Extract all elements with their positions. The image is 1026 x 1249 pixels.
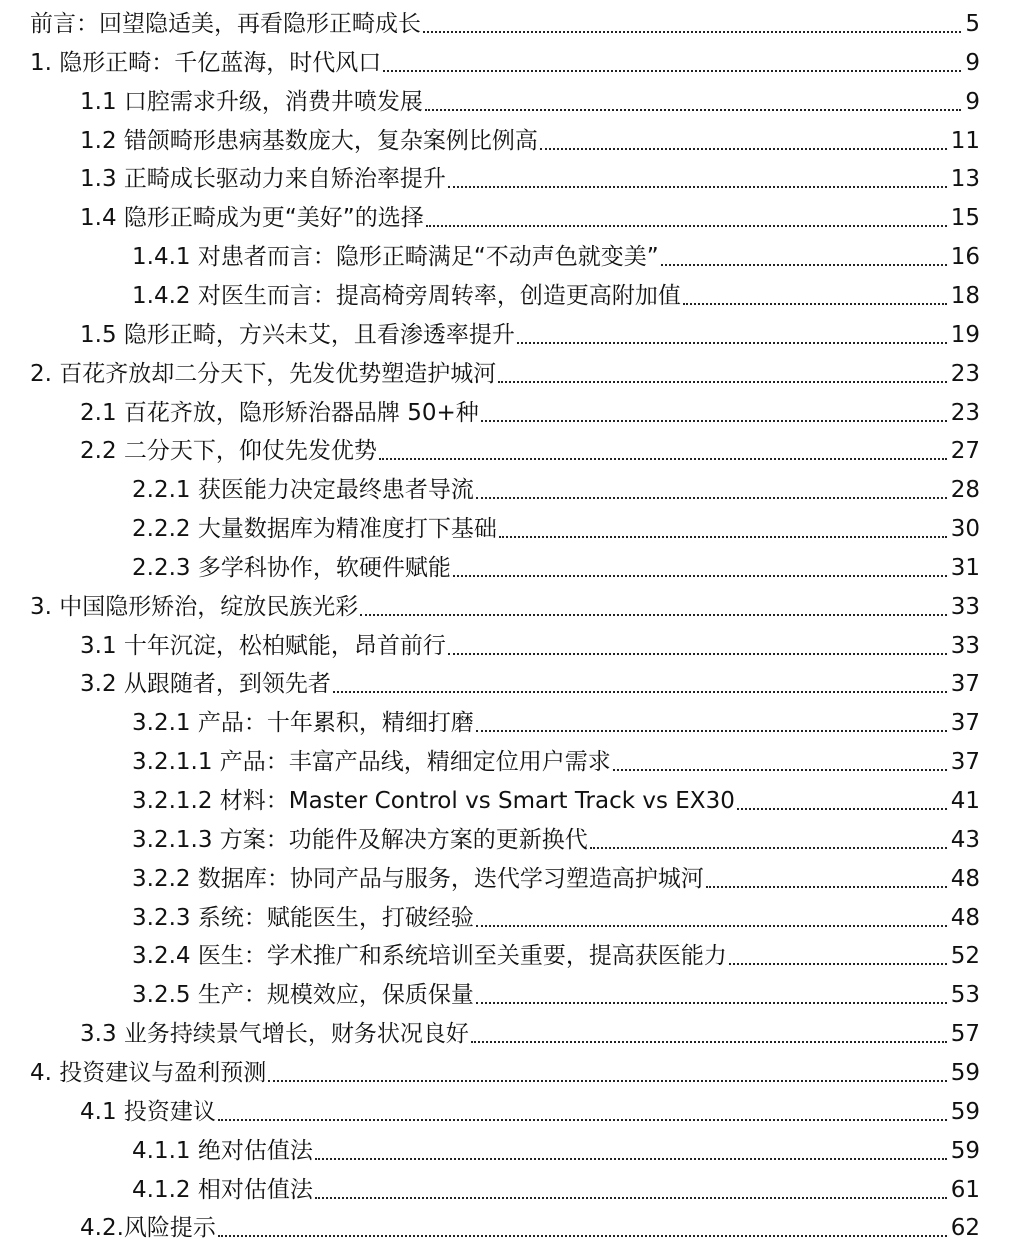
toc-entry-page-number: 59	[950, 1059, 980, 1086]
dot-leader	[268, 1080, 946, 1082]
toc-entry[interactable]	[30, 1049, 980, 1088]
toc-entry-title: 1.4.2 对医生而言：提高椅旁周转率，创造更高附加值	[132, 282, 681, 309]
toc-entry[interactable]	[30, 39, 980, 78]
toc-entry-page-number: 18	[950, 282, 980, 309]
toc-entry[interactable]	[132, 1166, 980, 1205]
toc-entry-title: 1.1 口腔需求升级，消费井喷发展	[80, 88, 423, 115]
toc-entry-page-number: 11	[950, 127, 980, 154]
dot-leader	[476, 730, 947, 732]
toc-entry-title: 1.4.1 对患者而言：隐形正畸满足“不动声色就变美”	[132, 244, 659, 271]
toc-entry-title: 3.2.4 医生：学术推广和系统培训至关重要，提高获医能力	[132, 943, 727, 970]
toc-entry-title: 3.2.1.2 材料：Master Control vs Smart Track vs EX30	[132, 788, 735, 814]
toc-entry[interactable]	[80, 117, 980, 156]
dot-leader	[590, 847, 947, 849]
toc-entry-page-number: 37	[950, 710, 980, 737]
toc-entry-page-number: 52	[950, 943, 980, 970]
dot-leader	[476, 497, 947, 499]
toc-entry-title: 3.2 从跟随者，到领先者	[80, 671, 331, 698]
toc-entry-page-number: 48	[950, 865, 980, 892]
dot-leader	[729, 963, 947, 965]
toc-entry-title: 2.1 百花齐放，隐形矫治器品牌 50+种	[80, 399, 479, 426]
dot-leader	[315, 1197, 947, 1199]
toc-entry[interactable]	[80, 78, 980, 117]
toc-entry-title: 3.2.1 产品：十年累积，精细打磨	[132, 710, 474, 737]
toc-entry[interactable]	[30, 583, 980, 622]
toc-entry-page-number: 57	[950, 1021, 980, 1048]
dot-leader	[737, 808, 947, 810]
toc-entry[interactable]	[132, 272, 980, 311]
toc-entry-title: 4.1.2 相对估值法	[132, 1176, 313, 1203]
dot-leader	[453, 575, 947, 577]
toc-entry[interactable]	[80, 1088, 980, 1127]
dot-leader	[471, 1041, 947, 1043]
toc-entry-title: 2.2 二分天下，仰仗先发优势	[80, 438, 377, 465]
toc-entry-title: 3.2.5 生产：规模效应，保质保量	[132, 982, 474, 1009]
toc-entry-page-number: 23	[950, 360, 980, 387]
toc-entry[interactable]	[80, 427, 980, 466]
toc-entry-page-number: 48	[950, 904, 980, 931]
toc-entry[interactable]	[132, 544, 980, 583]
toc-entry-title: 4.1 投资建议	[80, 1098, 216, 1125]
toc-entry[interactable]	[80, 1010, 980, 1049]
toc-entry-page-number: 62	[950, 1215, 980, 1242]
dot-leader	[706, 886, 947, 888]
dot-leader	[476, 925, 947, 927]
toc-entry[interactable]	[80, 389, 980, 428]
toc-entry-page-number: 5	[965, 11, 980, 37]
toc-entry[interactable]	[132, 699, 980, 738]
toc-entry-title: 2. 百花齐放却二分天下，先发优势塑造护城河	[30, 360, 497, 387]
toc-entry[interactable]	[132, 894, 980, 933]
toc-entry[interactable]	[132, 505, 980, 544]
dot-leader	[499, 536, 947, 538]
toc-entry[interactable]	[132, 971, 980, 1010]
toc-entry[interactable]	[132, 777, 980, 816]
toc-entry-title: 4.2.风险提示	[80, 1215, 216, 1242]
dot-leader	[426, 225, 947, 227]
toc-entry-page-number: 33	[950, 593, 980, 620]
dot-leader	[448, 653, 947, 655]
toc-entry[interactable]	[132, 233, 980, 272]
toc-entry-page-number: 31	[950, 554, 980, 581]
dot-leader	[481, 420, 947, 422]
dot-leader	[315, 1158, 947, 1160]
toc-entry-title: 3.2.2 数据库：协同产品与服务，迭代学习塑造高护城河	[132, 865, 704, 892]
dot-leader	[448, 186, 947, 188]
toc-entry[interactable]	[80, 311, 980, 350]
toc-entry-page-number: 28	[950, 477, 980, 504]
toc-entry-page-number: 43	[950, 826, 980, 853]
toc-entry-page-number: 37	[950, 671, 980, 698]
toc-entry[interactable]	[80, 660, 980, 699]
toc-entry-title: 3.2.1.1 产品：丰富产品线，精细定位用户需求	[132, 749, 611, 776]
toc-entry[interactable]	[132, 855, 980, 894]
toc-entry-page-number: 15	[950, 205, 980, 232]
toc-entry-title: 1.2 错颌畸形患病基数庞大，复杂案例比例高	[80, 127, 538, 154]
dot-leader	[476, 1002, 947, 1004]
toc-entry[interactable]	[80, 155, 980, 194]
toc-entry-title: 2.2.1 获医能力决定最终患者导流	[132, 477, 474, 504]
toc-entry-page-number: 37	[950, 749, 980, 776]
toc-entry-title: 2.2.3 多学科协作，软硬件赋能	[132, 554, 451, 581]
toc-entry-page-number: 13	[950, 166, 980, 193]
toc-entry-title: 3.1 十年沉淀，松柏赋能，昂首前行	[80, 632, 446, 659]
toc-entry[interactable]	[132, 1127, 980, 1166]
toc-entry-title: 前言：回望隐适美，再看隐形正畸成长	[30, 11, 421, 37]
dot-leader	[661, 264, 947, 266]
dot-leader	[379, 458, 947, 460]
toc-entry[interactable]	[132, 466, 980, 505]
toc-entry[interactable]	[80, 194, 980, 233]
dot-leader	[613, 769, 947, 771]
toc-entry-page-number: 19	[950, 321, 980, 348]
toc-entry-title: 3.2.1.3 方案：功能件及解决方案的更新换代	[132, 826, 588, 853]
dot-leader	[423, 31, 961, 33]
dot-leader	[383, 70, 961, 72]
toc-entry[interactable]	[132, 932, 980, 971]
dot-leader	[540, 148, 947, 150]
dot-leader	[218, 1235, 947, 1237]
toc-entry[interactable]	[30, 0, 980, 39]
toc-entry-page-number: 30	[950, 516, 980, 543]
toc-entry-title: 4.1.1 绝对估值法	[132, 1137, 313, 1164]
toc-entry-page-number: 9	[965, 49, 980, 76]
dot-leader	[333, 691, 947, 693]
toc-entry-title: 3.3 业务持续景气增长，财务状况良好	[80, 1021, 469, 1048]
toc-entry-title: 1. 隐形正畸：千亿蓝海，时代风口	[30, 49, 382, 76]
toc-entry[interactable]	[80, 1204, 980, 1243]
toc-entry-page-number: 27	[950, 438, 980, 465]
dot-leader	[683, 303, 947, 305]
toc-entry-page-number: 33	[950, 632, 980, 659]
toc-entry-page-number: 9	[965, 88, 980, 115]
toc-entry-page-number: 59	[950, 1098, 980, 1125]
toc-entry-title: 1.5 隐形正畸，方兴未艾，且看渗透率提升	[80, 321, 515, 348]
toc-entry[interactable]	[132, 816, 980, 855]
toc-entry-page-number: 61	[950, 1176, 980, 1203]
toc-entry[interactable]	[30, 350, 980, 389]
toc-entry-title: 3. 中国隐形矫治，绽放民族光彩	[30, 593, 359, 620]
dot-leader	[498, 381, 946, 383]
toc-entry-title: 2.2.2 大量数据库为精准度打下基础	[132, 516, 497, 543]
dot-leader	[360, 614, 946, 616]
toc-entry-page-number: 16	[950, 244, 980, 271]
toc-entry[interactable]	[80, 622, 980, 661]
toc-entry-title: 4. 投资建议与盈利预测	[30, 1059, 267, 1086]
toc-entry-title: 1.4 隐形正畸成为更“美好”的选择	[80, 205, 424, 232]
toc-entry-page-number: 23	[950, 399, 980, 426]
dot-leader	[218, 1119, 947, 1121]
toc-entry-title: 1.3 正畸成长驱动力来自矫治率提升	[80, 166, 446, 193]
toc-entry-title: 3.2.3 系统：赋能医生，打破经验	[132, 904, 474, 931]
toc-entry-page-number: 59	[950, 1137, 980, 1164]
dot-leader	[425, 109, 961, 111]
toc-entry-page-number: 53	[950, 982, 980, 1009]
toc-entry[interactable]	[132, 738, 980, 777]
dot-leader	[517, 342, 947, 344]
toc-entry-page-number: 41	[950, 788, 980, 814]
